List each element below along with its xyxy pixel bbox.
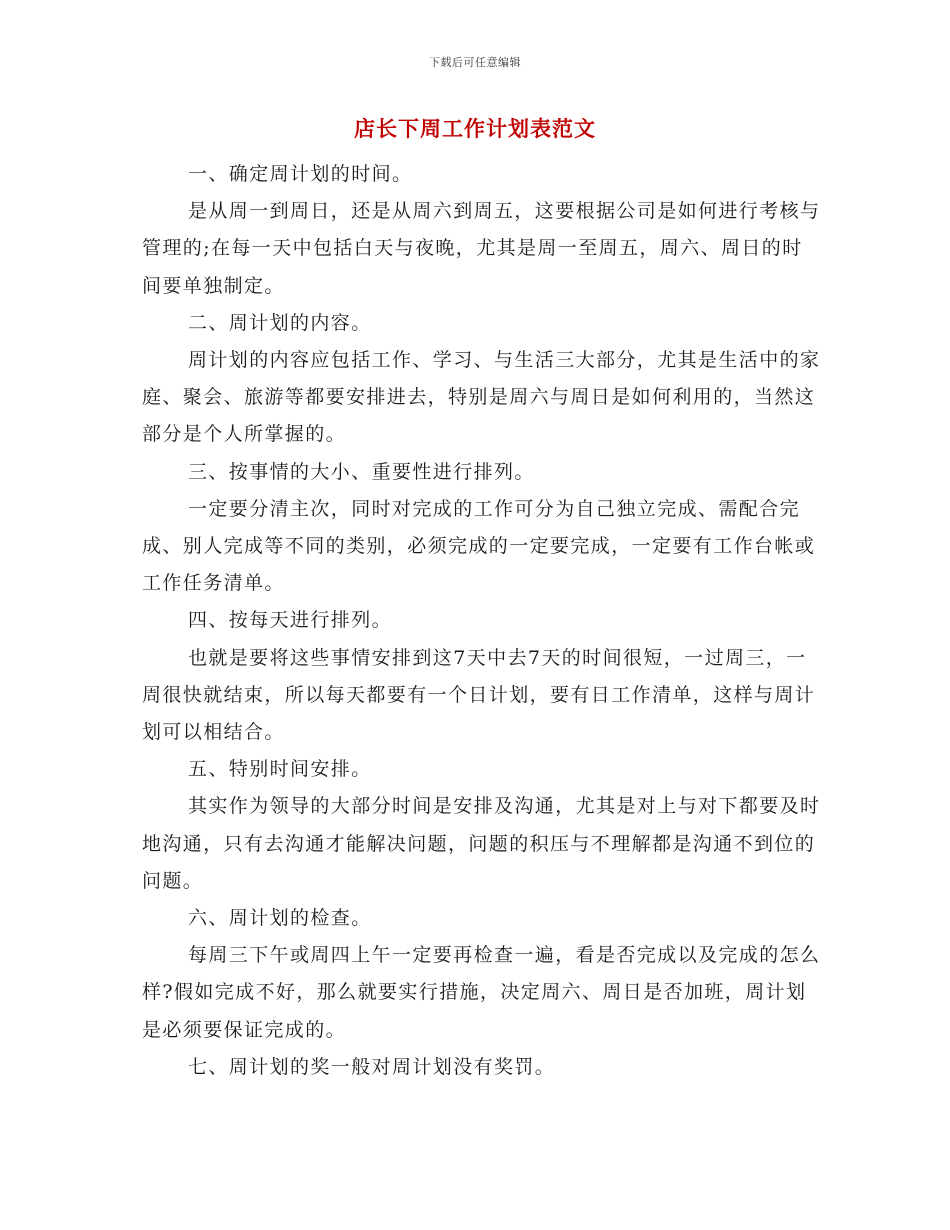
section-heading-1: 一、确定周计划的时间。: [188, 163, 413, 185]
document-body: [142, 156, 822, 1086]
paragraph-4: 也就是要将这些事情安排到这7天中去7天的时间很短，一过周三，一周很快就结束，所以每天都要有一个日计划，要有日工作清单，这样与周计划可以相结合。: [142, 646, 816, 744]
section-heading-6: 六、周计划的检查。: [188, 907, 372, 930]
section-heading-2: 二、周计划的内容。: [188, 311, 372, 334]
section-heading-3: 三、按事情的大小、重要性进行排列。: [188, 460, 535, 483]
paragraph-5: 其实作为领导的大部分时间是安排及沟通，尤其是对上与对下都要及时地沟通，只有去沟通才能解决问题，问题的积压与不理解都是沟通不到位的问题。: [142, 795, 821, 892]
header-note: 下载后可任意编辑: [429, 56, 521, 69]
document-title: 店长下周工作计划表范文: [354, 116, 596, 141]
paragraph-1: 是从周一到周日，还是从周六到周五，这要根据公司是如何进行考核与管理的;在每一天中包括白天与夜晚，尤其是周一至周五，周六、周日的时间要单独制定。: [142, 200, 821, 297]
paragraph-3: 一定要分清主次，同时对完成的工作可分为自己独立完成、需配合完成、别人完成等不同的类别，必须完成的一定要完成，一定要有工作台帐或工作任务清单。: [142, 497, 816, 595]
section-heading-5: 五、特别时间安排。: [188, 758, 372, 781]
paragraph-6: 每周三下午或周四上午一定要再检查一遍，看是否完成以及完成的怎么样?假如完成不好，那么就要实行措施，决定周六、周日是否加班，周计划是必须要保证完成的。: [142, 944, 821, 1041]
section-heading-4: 四、按每天进行排列。: [188, 609, 393, 632]
section-heading-7: 七、周计划的奖一般对周计划没有奖罚。: [188, 1055, 556, 1078]
paragraph-2: 周计划的内容应包括工作、学习、与生活三大部分，尤其是生活中的家庭、聚会、旅游等都要安排进去，特别是周六与周日是如何利用的，当然这部分是个人所掌握的。: [142, 349, 821, 446]
